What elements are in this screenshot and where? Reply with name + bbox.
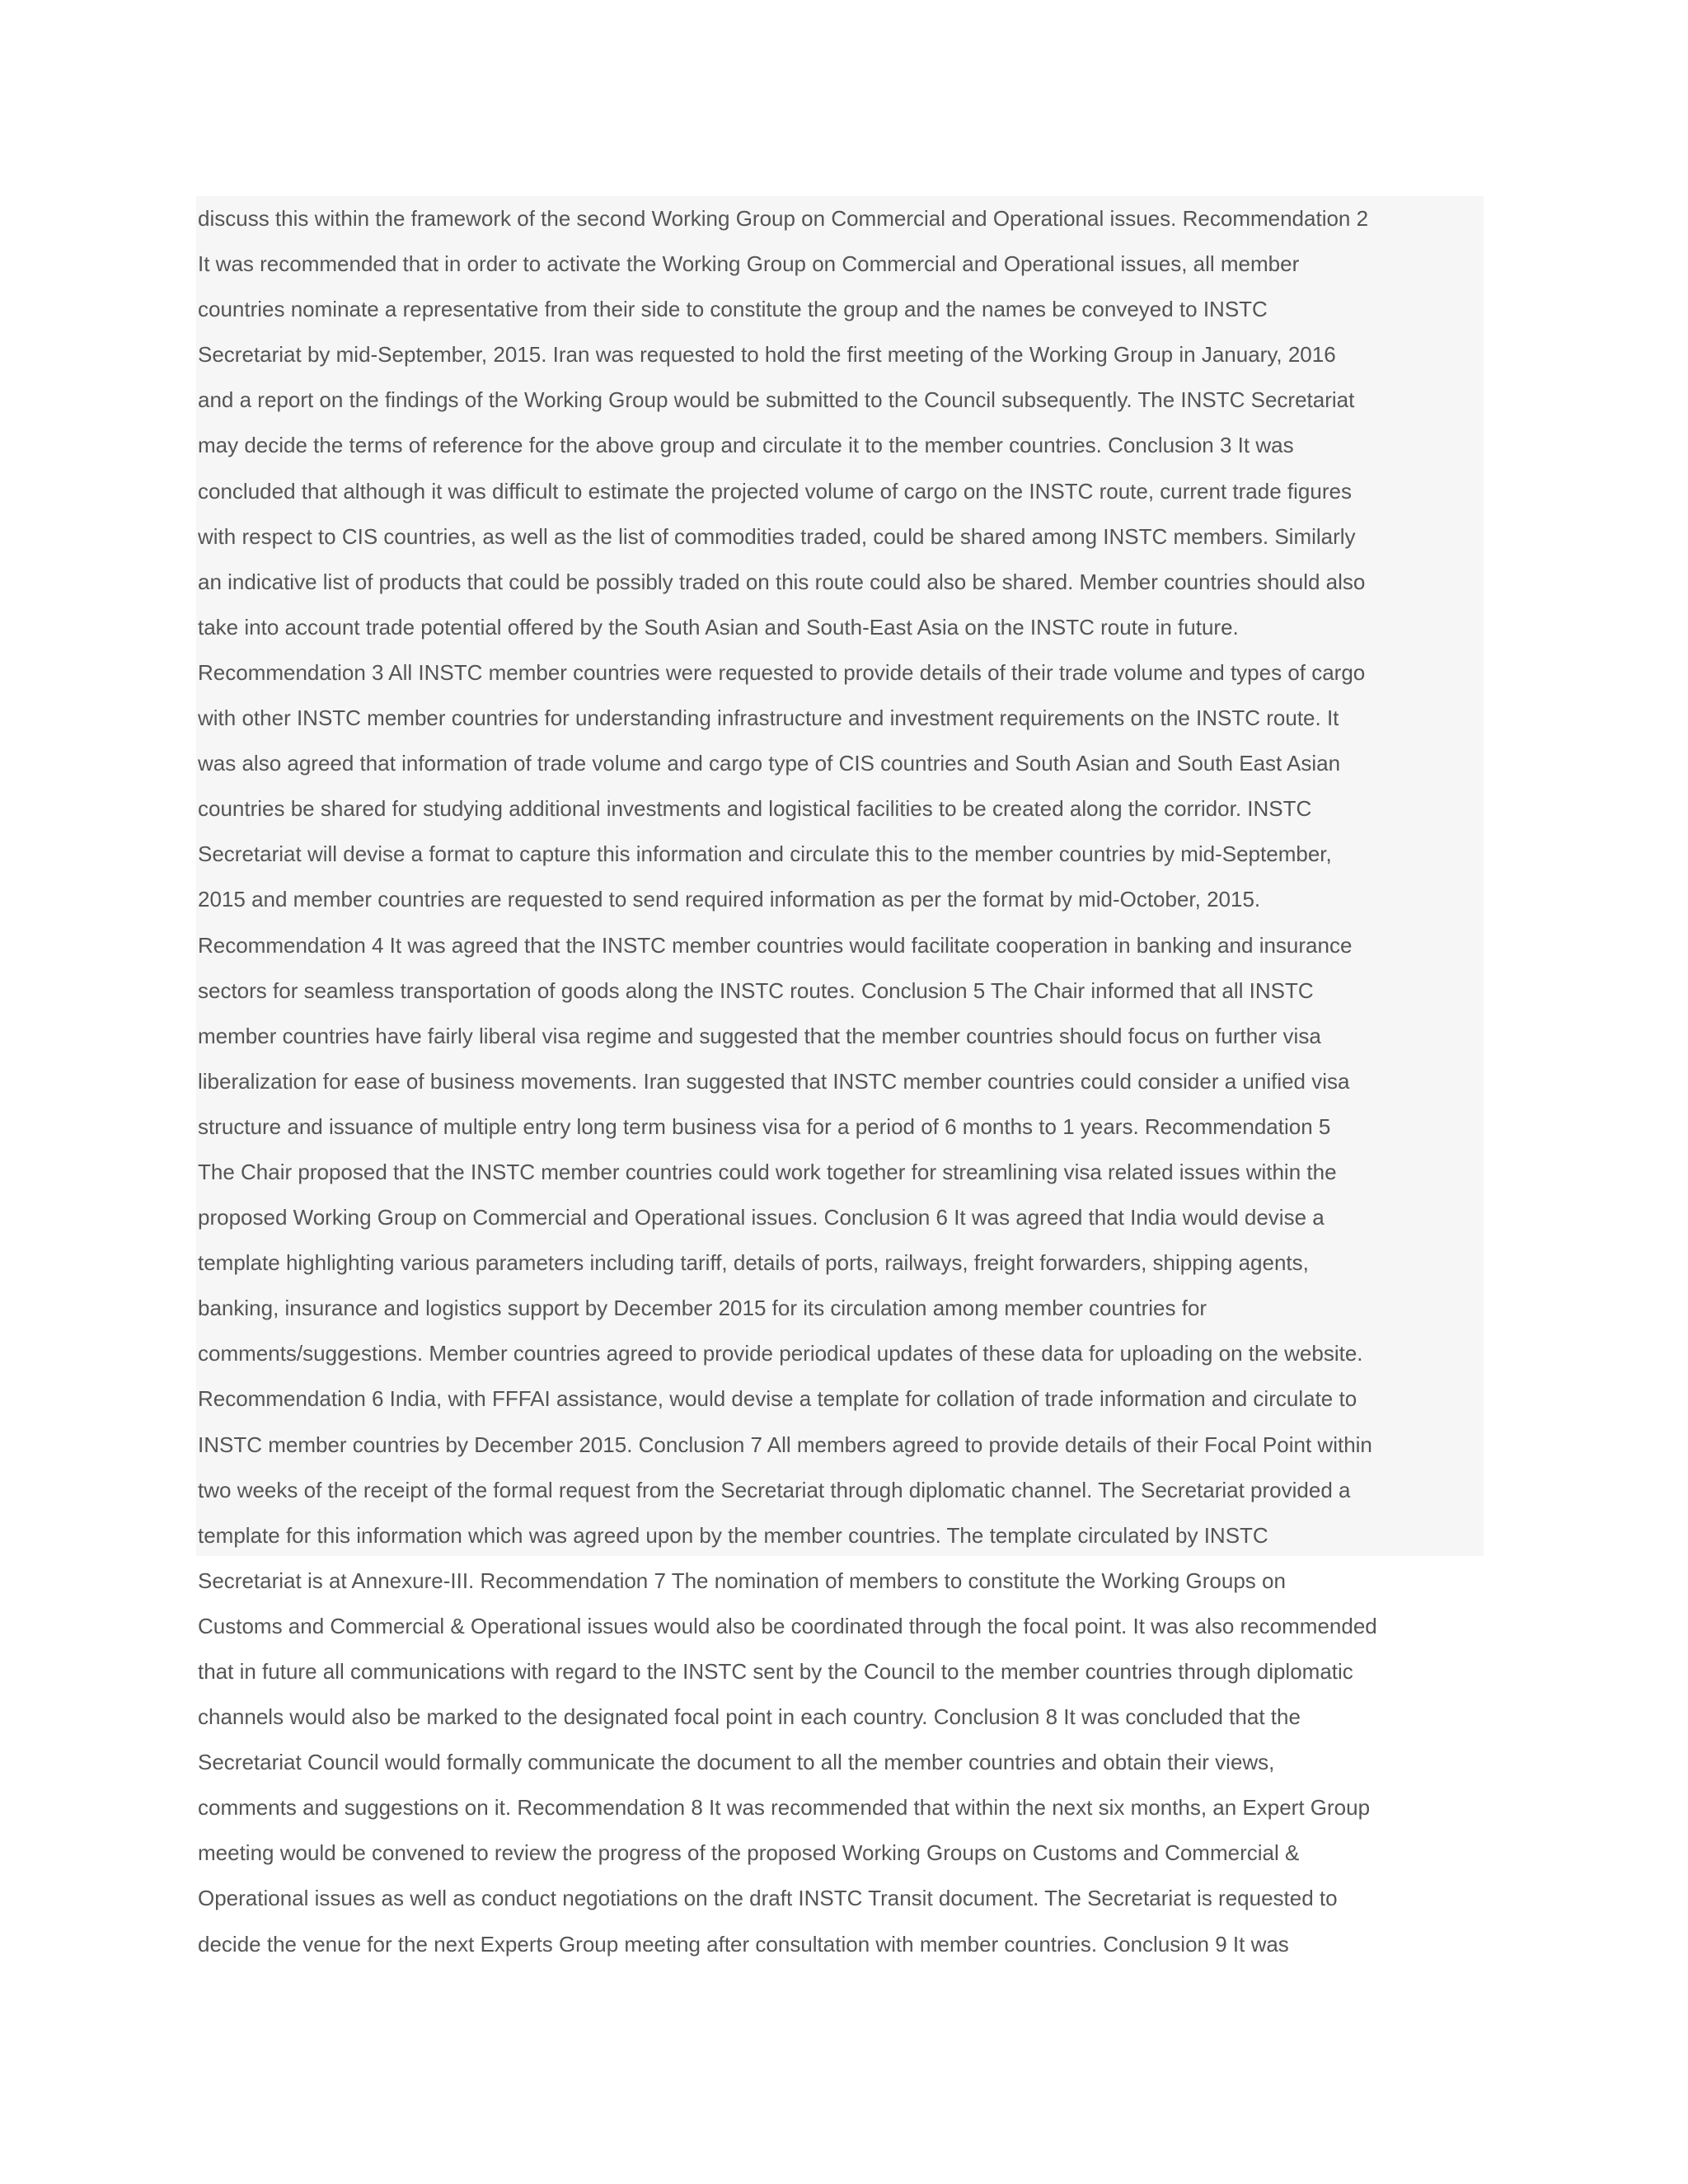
text-line: It was recommended that in order to activate the Working Group on Commercial and Operational issues, all member: [198, 251, 1300, 277]
text-line: Recommendation 4 It was agreed that the INSTC member countries would facilitate cooperation in banking and insurance: [198, 932, 1353, 958]
text-line: comments and suggestions on it. Recommendation 8 It was recommended that within the next six months, an Expert Group: [198, 1795, 1371, 1821]
text-line: with respect to CIS countries, as well as the list of commodities traded, could be shared among INSTC members. Similarly: [198, 523, 1356, 549]
text-line: sectors for seamless transportation of goods along the INSTC routes. Conclusion 5 The Chair informed that all INSTC: [198, 977, 1314, 1003]
text-line: banking, insurance and logistics support by December 2015 for its circulation among member countries for: [198, 1296, 1207, 1321]
text-line: concluded that although it was difficult to estimate the projected volume of cargo on the INSTC route, current trade figures: [198, 478, 1352, 504]
text-line: template for this information which was agreed upon by the member countries. The template circulated by INSTC: [198, 1522, 1268, 1548]
text-line: proposed Working Group on Commercial and Operational issues. Conclusion 6 It was agreed that India would devise a: [198, 1205, 1325, 1230]
body-text-block: [196, 196, 1484, 1957]
text-line: may decide the terms of reference for the above group and circulate it to the member countries. Conclusion 3 It was: [198, 433, 1294, 458]
text-line: countries be shared for studying additional investments and logistical facilities to be created along the corridor. INSTC: [198, 796, 1312, 822]
text-line: member countries have fairly liberal visa regime and suggested that the member countries should focus on further visa: [198, 1023, 1321, 1048]
text-line: was also agreed that information of trade volume and cargo type of CIS countries and South Asian and South East Asian: [198, 751, 1341, 776]
text-line: take into account trade potential offered by the South Asian and South-East Asia on the INSTC route in future.: [198, 614, 1239, 640]
text-line: Secretariat by mid-September, 2015. Iran was requested to hold the first meeting of the Working Group in January, 2016: [198, 342, 1336, 368]
text-line: and a report on the findings of the Working Group would be submitted to the Council subsequently. The INSTC Secretariat: [198, 387, 1355, 413]
text-line: Secretariat is at Annexure-III. Recommendation 7 The nomination of members to constitute the Working Groups on: [198, 1568, 1286, 1593]
text-line: Operational issues as well as conduct negotiations on the draft INSTC Transit document. The Secretariat is requested to: [198, 1886, 1338, 1911]
text-line: comments/suggestions. Member countries agreed to provide periodical updates of these data for uploading on the website.: [198, 1341, 1363, 1366]
text-line: Recommendation 3 All INSTC member countries were requested to provide details of their trade volume and types of cargo: [198, 659, 1366, 685]
text-line: two weeks of the receipt of the formal request from the Secretariat through diplomatic channel. The Secretariat provided a: [198, 1477, 1351, 1502]
text-line: The Chair proposed that the INSTC member countries could work together for streamlining visa related issues within the: [198, 1159, 1337, 1184]
text-line: structure and issuance of multiple entry long term business visa for a period of 6 months to 1 years. Recommendation 5: [198, 1113, 1331, 1139]
text-line: Secretariat Council would formally communicate the document to all the member countries and obtain their views,: [198, 1750, 1275, 1775]
text-line: Recommendation 6 India, with FFFAI assistance, would devise a template for collation of trade information and circulate to: [198, 1386, 1357, 1412]
text-line: Customs and Commercial & Operational issues would also be coordinated through the focal point. It was also recommended: [198, 1613, 1377, 1638]
text-line: meeting would be convened to review the progress of the proposed Working Groups on Customs and Commercial &: [198, 1840, 1300, 1866]
text-line: INSTC member countries by December 2015. Conclusion 7 All members agreed to provide details of their Focal Point within: [198, 1432, 1372, 1457]
text-line: Secretariat will devise a format to capture this information and circulate this to the member countries by mid-September,: [198, 841, 1332, 867]
text-line: an indicative list of products that could be possibly traded on this route could also be shared. Member countries should also: [198, 569, 1366, 594]
text-line: discuss this within the framework of the second Working Group on Commercial and Operational issues. Recommendation 2: [198, 206, 1369, 231]
text-line: 2015 and member countries are requested to send required information as per the format by mid-October, 2015.: [198, 887, 1261, 912]
text-line: with other INSTC member countries for understanding infrastructure and investment requirements on the INSTC route. It: [198, 705, 1339, 731]
text-line: decide the venue for the next Experts Group meeting after consultation with member countries. Conclusion 9 It was: [198, 1931, 1289, 1957]
text-line: template highlighting various parameters including tariff, details of ports, railways, freight forwarders, shipping agents,: [198, 1250, 1309, 1276]
text-line: that in future all communications with regard to the INSTC sent by the Council to the member countries through diplomatic: [198, 1659, 1353, 1684]
text-line: liberalization for ease of business movements. Iran suggested that INSTC member countries could consider a unified visa: [198, 1068, 1350, 1094]
text-line: countries nominate a representative from their side to constitute the group and the names be conveyed to INSTC: [198, 297, 1268, 322]
text-line: channels would also be marked to the designated focal point in each country. Conclusion 8 It was concluded that the: [198, 1704, 1301, 1730]
